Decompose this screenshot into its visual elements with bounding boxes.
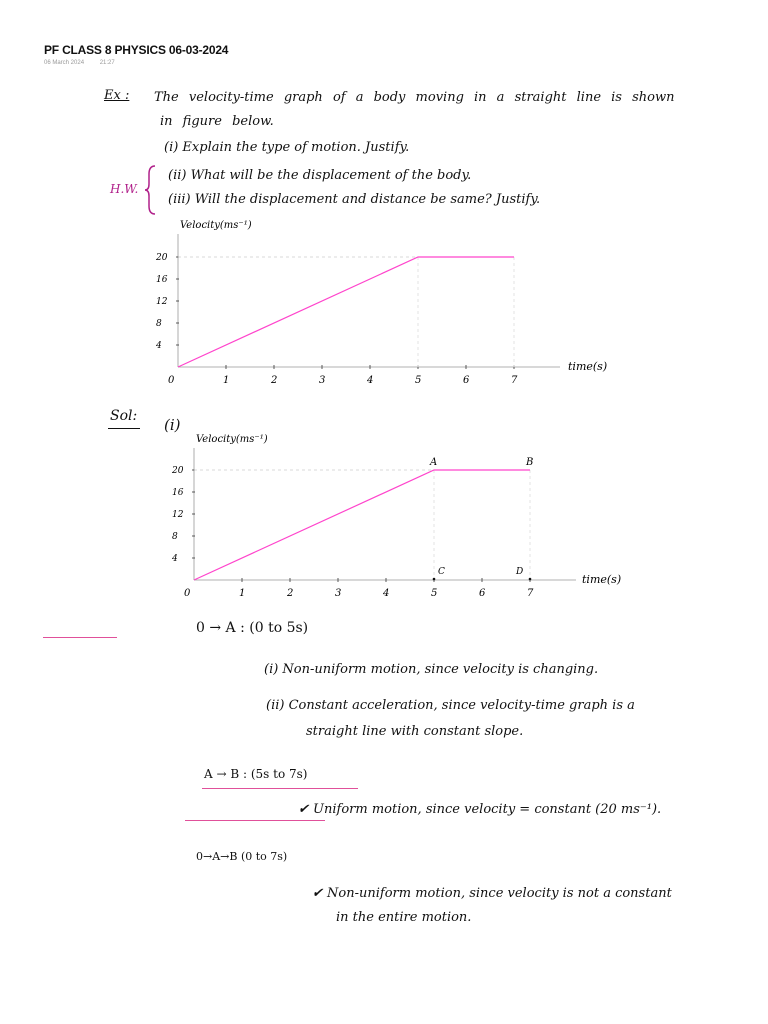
graph2-ylabel: Velocity(ms⁻¹) [196, 434, 268, 445]
graph1-ytick-label: 20 [156, 253, 168, 263]
oab-explanation-line-2: in the entire motion. [336, 910, 472, 925]
graph2-xlabel: time(s) [582, 573, 622, 586]
graph1-xtick-label: 2 [271, 375, 278, 386]
oa-heading: 0 → A : (0 to 5s) [196, 620, 309, 636]
divider-line-1 [43, 637, 117, 638]
velocity-time-graph-solution [160, 426, 640, 602]
graph1-series-line [178, 257, 514, 367]
graph2-xtick-label: 4 [383, 588, 390, 599]
graph1-ytick-label: 8 [156, 319, 162, 329]
sol-part-1: (i) [164, 416, 181, 434]
graph1-xlabel: time(s) [568, 360, 608, 373]
graph1-ylabel: Velocity(ms⁻¹) [180, 220, 252, 231]
graph2-xtick-label: 3 [335, 588, 342, 599]
point-c-dot [433, 578, 436, 581]
graph1-xtick-label: 1 [223, 375, 230, 386]
ab-heading: A → B : (5s to 7s) [204, 767, 308, 781]
point-a-label: A [430, 457, 438, 468]
graph2-xtick-label: 5 [431, 588, 438, 599]
graph2-xtick-label: 7 [527, 588, 534, 599]
ab-explanation: ✔ Uniform motion, since velocity = constant (20 ms⁻¹). [298, 802, 662, 817]
graph1-xtick-label: 7 [511, 375, 518, 386]
point-d-label: D [516, 567, 524, 577]
graph1-ytick-label: 12 [156, 297, 168, 307]
page-time: 21:27 [99, 60, 115, 66]
question-part-1: (i) Explain the type of motion. Justify. [164, 140, 410, 155]
page-date: 06 March 2024 [44, 60, 85, 66]
sol-underline [108, 428, 140, 429]
page-title: PF CLASS 8 PHYSICS 06-03-2024 [44, 43, 229, 57]
ex-label: Ex : [104, 88, 130, 103]
graph1-ytick-label: 4 [156, 341, 162, 351]
ab-underline [202, 788, 358, 789]
graph1-ytick-label: 16 [156, 275, 168, 285]
graph2-series-line [194, 470, 530, 580]
point-d-dot [529, 578, 532, 581]
oab-explanation-line-1: ✔ Non-uniform motion, since velocity is not a constant [312, 886, 672, 901]
oa-point-ii-line-1: (ii) Constant acceleration, since velocity-time graph is a [266, 698, 635, 713]
graph2-xtick-label: 0 [184, 588, 191, 599]
graph1-xtick-label: 5 [415, 375, 422, 386]
graph2-xtick-label: 1 [239, 588, 246, 599]
question-part-2: (ii) What will be the displacement of the body. [168, 168, 472, 183]
point-c-label: C [438, 567, 445, 577]
page-meta [44, 60, 129, 66]
oa-point-i: (i) Non-uniform motion, since velocity is changing. [264, 662, 599, 677]
velocity-time-graph-question [150, 212, 630, 392]
graph1-xtick-label: 6 [463, 375, 470, 386]
graph1-xtick-label: 3 [319, 375, 326, 386]
hw-label: H.W. [110, 182, 139, 196]
graph2-ytick-label: 16 [172, 488, 184, 498]
point-b-label: B [526, 457, 534, 468]
graph2-ytick-label: 4 [172, 554, 178, 564]
graph2-xtick-label: 6 [479, 588, 486, 599]
graph2-ytick-label: 8 [172, 532, 178, 542]
question-part-3: (iii) Will the displacement and distance be same? Justify. [168, 192, 541, 207]
question-line-1: The velocity-time graph of a body moving in a straight line is shown [154, 90, 675, 105]
oa-point-ii-line-2: straight line with constant slope. [306, 724, 524, 739]
graph1-xtick-label: 4 [367, 375, 374, 386]
sol-label: Sol: [110, 408, 138, 424]
graph2-ytick-label: 20 [172, 466, 184, 476]
divider-line-2 [185, 820, 325, 821]
question-line-2: in figure below. [160, 114, 274, 129]
graph2-ytick-label: 12 [172, 510, 184, 520]
graph1-xtick-label: 0 [168, 375, 175, 386]
graph2-xtick-label: 2 [287, 588, 294, 599]
hw-brace [144, 164, 158, 216]
oab-heading: 0→A→B (0 to 7s) [196, 850, 288, 863]
